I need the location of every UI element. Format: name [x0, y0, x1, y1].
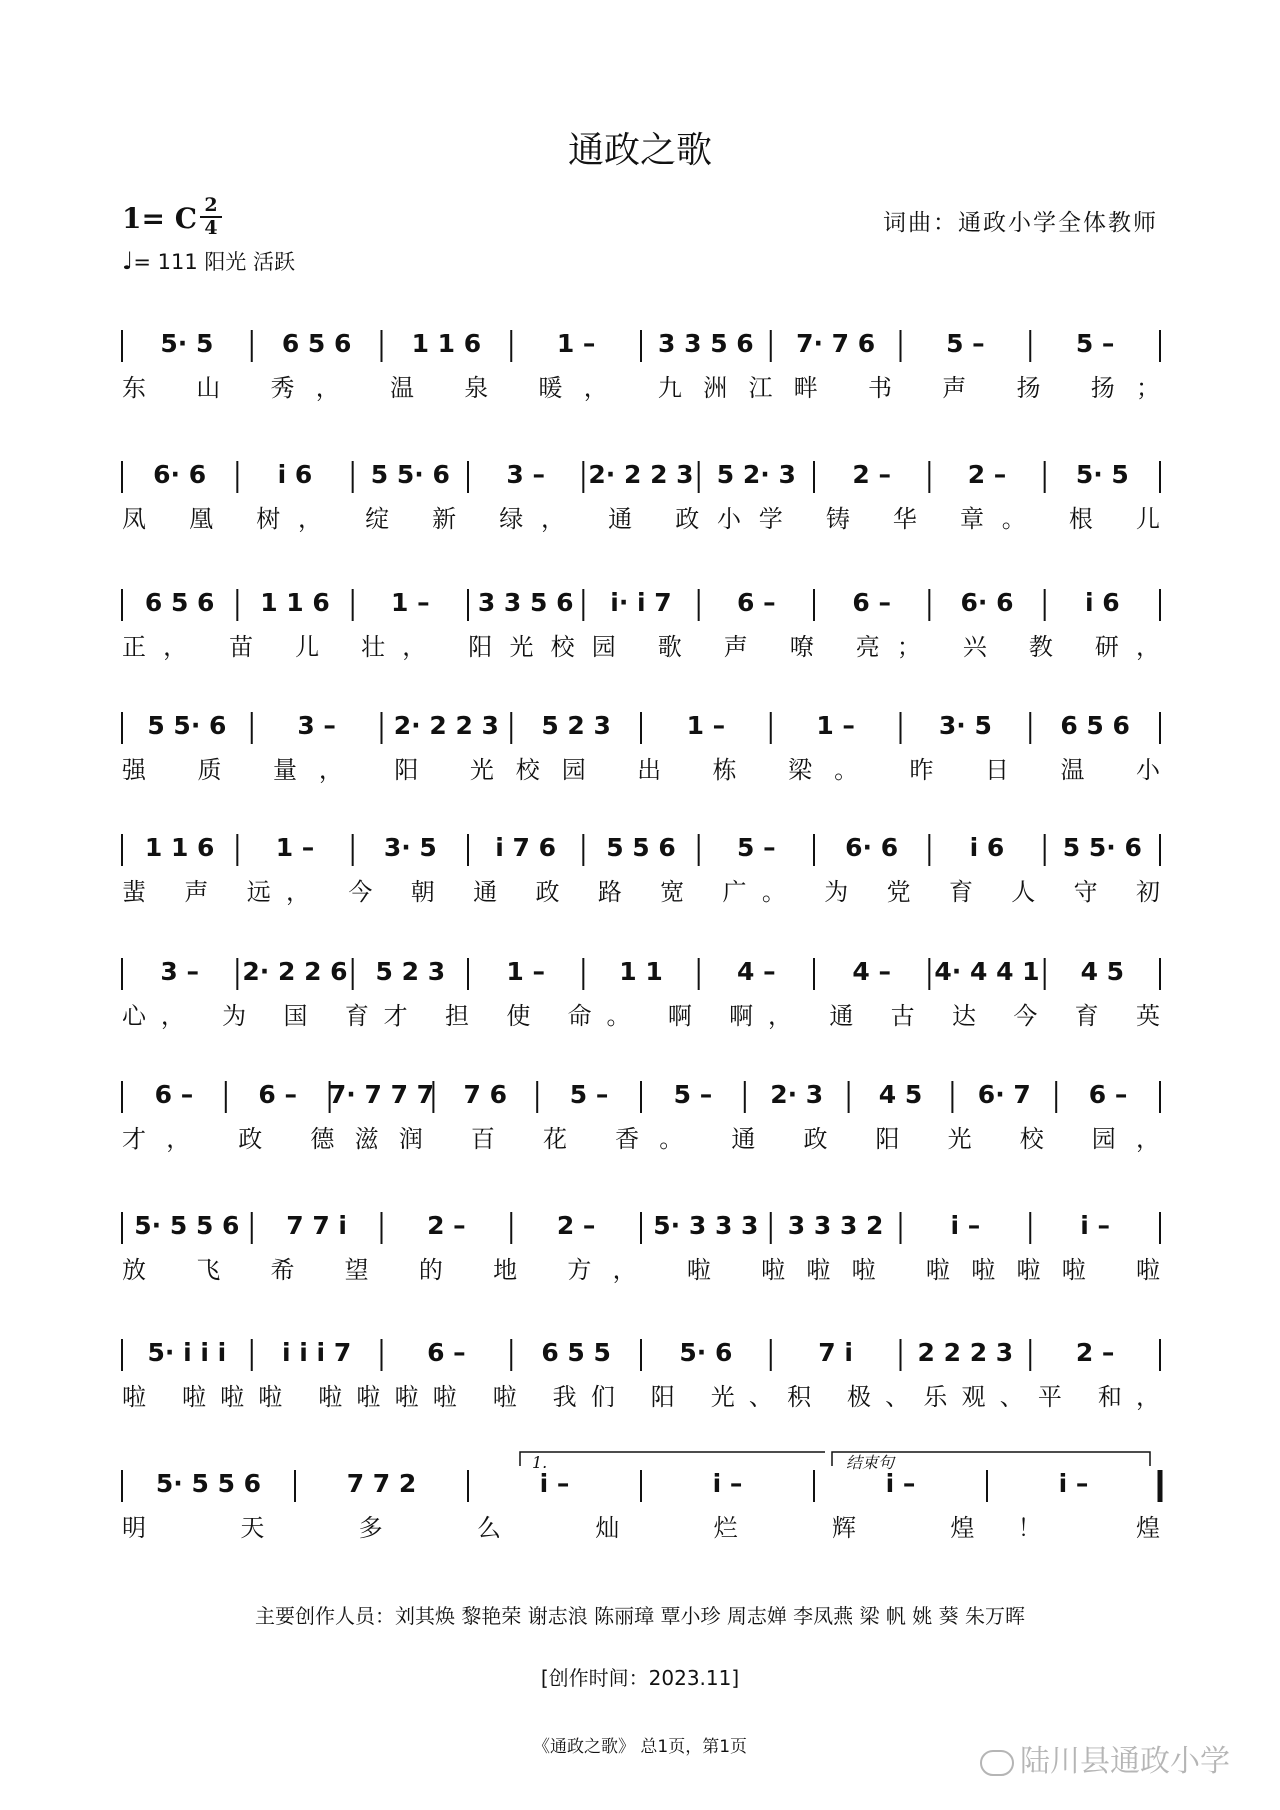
measure-notes: i· i 7 — [610, 588, 672, 617]
time-signature-top: 2 — [204, 194, 218, 216]
measure-notes: 6 5 6 — [281, 329, 352, 358]
measure-notes: 2· 2 2 3 — [393, 711, 499, 740]
measure-notes: 1 – — [391, 588, 430, 617]
measure-notes: 4 – — [737, 957, 776, 986]
lyrics-line: 明 天 多 么 灿 烂 辉 煌！ 煌 — [122, 1514, 1160, 1542]
measure-notes: 6 – — [1088, 1080, 1128, 1109]
measure-notes: 7 6 — [463, 1080, 508, 1109]
measure-notes: 3 3 5 6 — [477, 588, 574, 617]
lyrics-line: 才， 政 德滋润 百 花 香。 通 政 阳 光 校 园， — [122, 1125, 1160, 1153]
measure-notes: 4· 4 4 1 — [934, 957, 1040, 986]
measure-notes: i 6 — [969, 833, 1005, 862]
measure-notes: 2 – — [967, 460, 1007, 489]
measure-notes: i – — [950, 1211, 981, 1240]
measure-notes: 2· 3 — [770, 1080, 824, 1109]
measure-notes: 5· 3 3 3 — [653, 1211, 759, 1240]
lyrics-line: 放 飞 希 望 的 地 方， 啦 啦啦啦 啦啦啦啦 啦 — [122, 1256, 1160, 1284]
measure-notes: 6 5 6 — [1060, 711, 1130, 740]
watermark-text: 陆川县通政小学 — [1020, 1744, 1230, 1779]
quarter-note-icon: ♩ — [122, 247, 134, 275]
measure-notes: i – — [712, 1469, 743, 1498]
measure-notes: 2 – — [852, 460, 891, 489]
measure-notes: 1 – — [506, 957, 545, 986]
measure-notes: 5· 5 — [160, 329, 214, 358]
measure-notes: 7· 7 7 7 — [328, 1080, 435, 1109]
measure-notes: 2 – — [427, 1211, 466, 1240]
measure-notes: 7 7 i — [286, 1211, 348, 1240]
measure-notes: 4 5 — [1080, 957, 1125, 986]
key-signature: 1= C — [122, 202, 197, 235]
measure-notes: 6 – — [737, 588, 776, 617]
page-title: 通政之歌 — [567, 130, 712, 171]
composer-credit: 词曲：通政小学全体教师 — [883, 210, 1158, 236]
measure-notes: 6· 7 — [977, 1080, 1031, 1109]
measure-notes: 6 5 5 — [541, 1338, 611, 1367]
lyrics-line: 蜚 声 远， 今 朝 通 政 路 宽 广。 为 党 育 人 守 初 — [122, 878, 1160, 906]
measure-notes: 5 2 3 — [375, 957, 446, 986]
lyrics-line: 啦 啦啦啦 啦啦啦啦 啦 我们 阳 光、积 极、乐观、平 和， — [122, 1383, 1161, 1411]
measure-notes: 1 – — [686, 711, 726, 740]
measure-notes: 3 – — [160, 957, 199, 986]
measure-notes: i – — [885, 1469, 916, 1498]
measure-notes: 1 1 6 — [411, 329, 482, 358]
measure-notes: 1 1 6 — [144, 833, 215, 862]
measure-notes: 1 1 6 — [260, 588, 330, 617]
measure-notes: i 6 — [1084, 588, 1120, 617]
measure-notes: 2 – — [1075, 1338, 1115, 1367]
measure-notes: 6 – — [154, 1080, 194, 1109]
measure-notes: 5· 5 5 6 — [134, 1211, 240, 1240]
creation-date: [创作时间：2023.11] — [540, 1666, 740, 1690]
measure-notes: 1 – — [275, 833, 315, 862]
tempo-text: = 111 阳光 活跃 — [133, 250, 296, 274]
measure-notes: 5 – — [946, 329, 985, 358]
measure-notes: 6· 6 — [960, 588, 1014, 617]
volta-first-label: 1. — [532, 1453, 548, 1472]
measure-notes: 5 5· 6 — [370, 460, 450, 489]
credits: 主要创作人员：刘其焕 黎艳荣 谢志浪 陈丽璋 覃小珍 周志婵 李凤燕 梁 帆 姚 葵 朱万晖 — [255, 1604, 1025, 1628]
measure-notes: 5 – — [737, 833, 776, 862]
time-signature-bottom: 4 — [204, 217, 218, 239]
wechat-icon — [980, 1750, 1014, 1776]
lyrics-line: 强 质 量， 阳 光校园 出 栋 梁。 昨 日 温 小 — [122, 756, 1160, 784]
measure-notes: 3· 5 — [383, 833, 437, 862]
measure-notes: i 6 — [277, 460, 313, 489]
measure-notes: 5 2· 3 — [716, 460, 796, 489]
page-footer: 《通政之歌》 总1页，第1页 — [532, 1737, 748, 1757]
lyrics-line: 正， 苗 儿 壮， 阳光校园 歌 声 嘹 亮； 兴 教 研， — [122, 633, 1161, 661]
measure-notes: 7 i — [818, 1338, 853, 1367]
measure-notes: 5 – — [673, 1080, 713, 1109]
measure-notes: 7· 7 6 — [796, 329, 876, 358]
measure-notes: 6 – — [258, 1080, 298, 1109]
measure-notes: 7 7 2 — [346, 1469, 417, 1498]
lyrics-line: 心， 为 国 育才 担 使 命。 啊 啊， 通 古 达 今 育 英 — [122, 1002, 1160, 1030]
measure-notes: i – — [539, 1469, 570, 1498]
measure-notes: 5 5· 6 — [1062, 833, 1142, 862]
measure-notes: 3· 5 — [938, 711, 992, 740]
measure-notes: 3 – — [297, 711, 336, 740]
measure-notes: 6· 6 — [845, 833, 899, 862]
measure-notes: 5 5 6 — [606, 833, 676, 862]
measure-notes: i i i 7 — [282, 1338, 352, 1367]
measure-notes: 3 3 3 2 — [787, 1211, 884, 1240]
lyrics-line: 凤 凰 树， 绽 新 绿， 通 政小学 铸 华 章。 根 儿 — [122, 505, 1160, 533]
measure-notes: i – — [1080, 1211, 1111, 1240]
measure-notes: 6· 6 — [153, 460, 207, 489]
measure-notes: 5· 5 5 6 — [155, 1469, 262, 1498]
measure-notes: 5 – — [569, 1080, 609, 1109]
measure-notes: 3 3 5 6 — [658, 329, 754, 358]
measure-notes: 4 – — [852, 957, 891, 986]
measure-notes: 2· 2 2 6 — [242, 957, 348, 986]
measure-notes: 6 – — [427, 1338, 466, 1367]
measure-notes: 1 – — [556, 329, 596, 358]
measure-notes: 4 5 — [878, 1080, 923, 1109]
measure-notes: 2· 2 2 3 — [588, 460, 694, 489]
measure-notes: 6 – — [852, 588, 891, 617]
lyrics-line: 东 山 秀， 温 泉 暖， 九洲江畔 书 声 扬 扬； — [122, 374, 1160, 402]
watermark — [980, 1736, 1230, 1780]
measure-notes: 5· 6 — [679, 1338, 733, 1367]
measure-notes: 5 5· 6 — [147, 711, 227, 740]
measure-notes: 5· 5 — [1075, 460, 1129, 489]
measure-notes: 5· i i i — [147, 1338, 227, 1367]
measure-notes: i 7 6 — [495, 833, 557, 862]
volta-bracket-first — [520, 1452, 825, 1466]
measure-notes: 5 – — [1075, 329, 1115, 358]
measure-notes: 1 – — [816, 711, 855, 740]
measure-notes: 5 2 3 — [541, 711, 611, 740]
measure-notes: 1 1 — [619, 957, 663, 986]
measure-notes: 2 2 2 3 — [917, 1338, 1014, 1367]
measure-notes: 3 – — [506, 460, 545, 489]
volta-end-label: 结束句 — [846, 1453, 895, 1472]
measure-notes: i – — [1058, 1469, 1089, 1498]
measure-notes: 2 – — [556, 1211, 596, 1240]
measure-notes: 6 5 6 — [144, 588, 215, 617]
